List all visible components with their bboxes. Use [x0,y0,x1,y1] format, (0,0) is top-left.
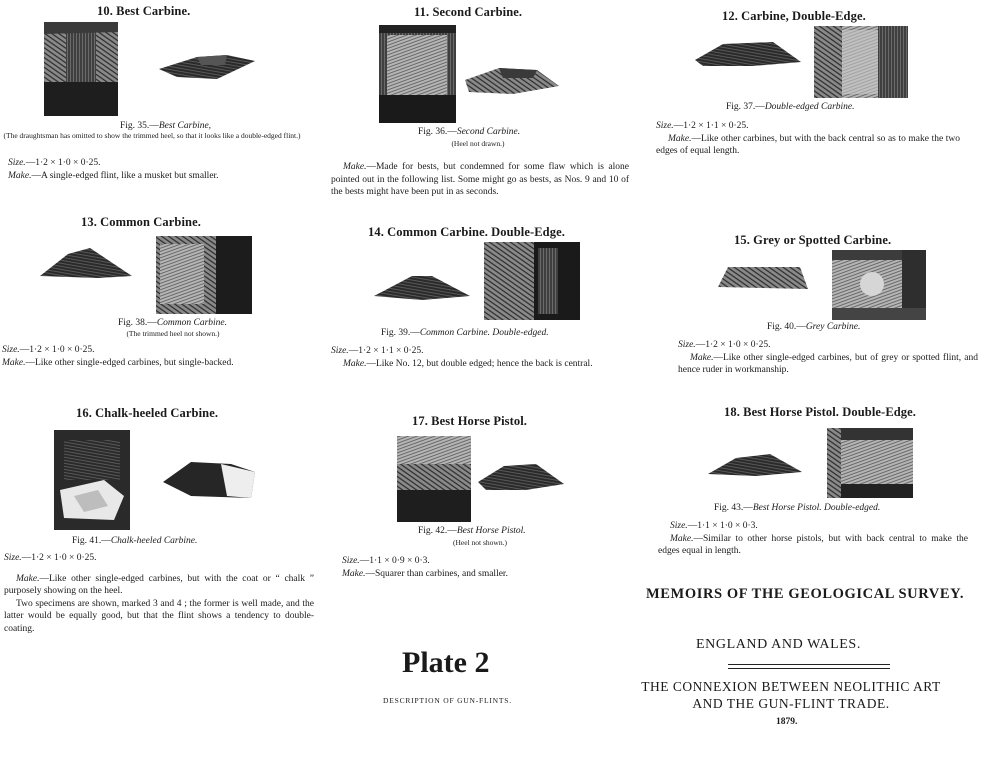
section-18-title: 18. Best Horse Pistol. Double-Edge. [724,405,917,419]
subtitle-line-2: AND THE GUN-FLINT TRADE. [692,696,890,711]
section-12-title: 12. Carbine, Double-Edge. [722,9,866,23]
fig-42-face-image [397,436,471,522]
section-16-title: 16. Chalk-heeled Carbine. [76,406,219,420]
memoirs-heading: MEMOIRS OF THE GEOLOGICAL SURVEY. [646,586,965,602]
fig-37-edge-image [693,38,803,68]
fig-38-note: (The trimmed heel not shown.) [126,329,220,338]
fig-40-caption: Fig. 40.—Grey Carbine. [767,322,861,332]
plate-description: DESCRIPTION OF GUN-FLINTS. [383,696,512,705]
fig-36-edge-image [463,66,561,96]
fig-36-note: (Heel not drawn.) [451,139,505,148]
fig-41-caption: Fig. 41.—Chalk-heeled Carbine. [72,536,198,546]
fig-37-caption: Fig. 37.—Double-edged Carbine. [726,102,855,112]
fig-38-caption: Fig. 38.—Common Carbine. [118,318,228,328]
fig-43-edge-image [706,452,804,478]
section-18-body: Size.—1·1 × 1·0 × 0·3. Make.—Similar to other horse pistols, but with back central to make the edges equal in length. [658,521,968,556]
fig-41-edge-image [161,460,257,500]
section-14-title: 14. Common Carbine. Double-Edge. [368,225,565,239]
fig-36-face-image [379,25,456,123]
fig-35-note: (The draughtsman has omitted to show the trimmed heel, so that it looks like a double-edged flint.) [3,131,301,140]
section-16-extra: Two specimens are shown, marked 3 and 4 ; the former is well made, and the latter would be equally good, but that the flint shows a tendency to double-coating. [4,598,314,634]
publication-year: 1879. [776,717,798,727]
section-10-title: 10. Best Carbine. [97,4,191,18]
fig-35-edge-image [157,51,257,83]
region-heading: ENGLAND AND WALES. [696,637,861,652]
subtitle-line-1: THE CONNEXION BETWEEN NEOLITHIC ART [641,679,941,694]
section-17-body: Size.—1·1 × 0·9 × 0·3. Make.—Squarer than carbines, and smaller. [342,556,508,579]
section-17-title: 17. Best Horse Pistol. [412,414,528,428]
fig-38-face-image [156,236,252,314]
fig-35-caption: Fig. 35.—Best Carbine, [120,121,212,131]
section-11-title: 11. Second Carbine. [414,5,523,19]
divider-rule-2 [728,668,890,669]
fig-42-note: (Heel not shown.) [453,538,507,547]
fig-43-face-image [827,428,913,498]
fig-42-caption: Fig. 42.—Best Horse Pistol. [418,526,526,536]
fig-40-edge-image [716,263,810,293]
section-14-body: Size.—1·2 × 1·1 × 0·25. Make.—Like No. 12, but double edged; hence the back is central. [331,346,593,369]
section-10-body: Size.—1·2 × 1·0 × 0·25. Make.—A single-edged flint, like a musket but smaller. [8,158,219,181]
fig-39-edge-image [372,272,472,302]
fig-37-face-image [814,26,908,98]
fig-41-face-image [54,430,130,530]
fig-39-caption: Fig. 39.—Common Carbine. Double-edged. [381,328,549,338]
fig-36-caption: Fig. 36.—Second Carbine. [418,127,521,137]
section-15-body: Size.—1·2 × 1·0 × 0·25. Make.—Like other single-edged carbines, but of grey or spotted flint, and hence ruder in workmanship. [678,340,978,375]
divider-rule [728,664,890,665]
section-13-body: Size.—1·2 × 1·0 × 0·25. Make.—Like other single-edged carbines, but single-backed. [2,345,234,368]
fig-38-edge-image [38,246,134,280]
subtitle [636,678,946,712]
section-13-title: 13. Common Carbine. [81,215,201,229]
section-15-title: 15. Grey or Spotted Carbine. [734,233,892,247]
fig-42-edge-image [476,462,566,492]
fig-40-face-image [832,250,926,320]
plate-number: Plate 2 [402,646,490,679]
fig-35-face-image [44,22,118,116]
section-11-body: Make.—Made for bests, but condemned for some flaw which is alone pointed out in the following list. Some might go as bests, as Nos. 9 and 10 of the bests might have been put in as seconds. [331,162,629,197]
section-16-body: Size.—1·2 × 1·0 × 0·25. Make.—Like other single-edged carbines, but with the coat or “ chalk ” purposely showing on the heel. Two specimens are shown, marked 3 and 4 ; the former is well made, and the latter would be equally good, but that the flint shows a tendency to double-coating. [4,553,314,634]
fig-43-caption: Fig. 43.—Best Horse Pistol. Double-edged. [714,503,881,513]
fig-39-face-image [484,242,580,320]
section-12-body: Size.—1·2 × 1·1 × 0·25. Make.—Like other carbines, but with the back central so as to make the two edges of equal length. [656,121,960,156]
